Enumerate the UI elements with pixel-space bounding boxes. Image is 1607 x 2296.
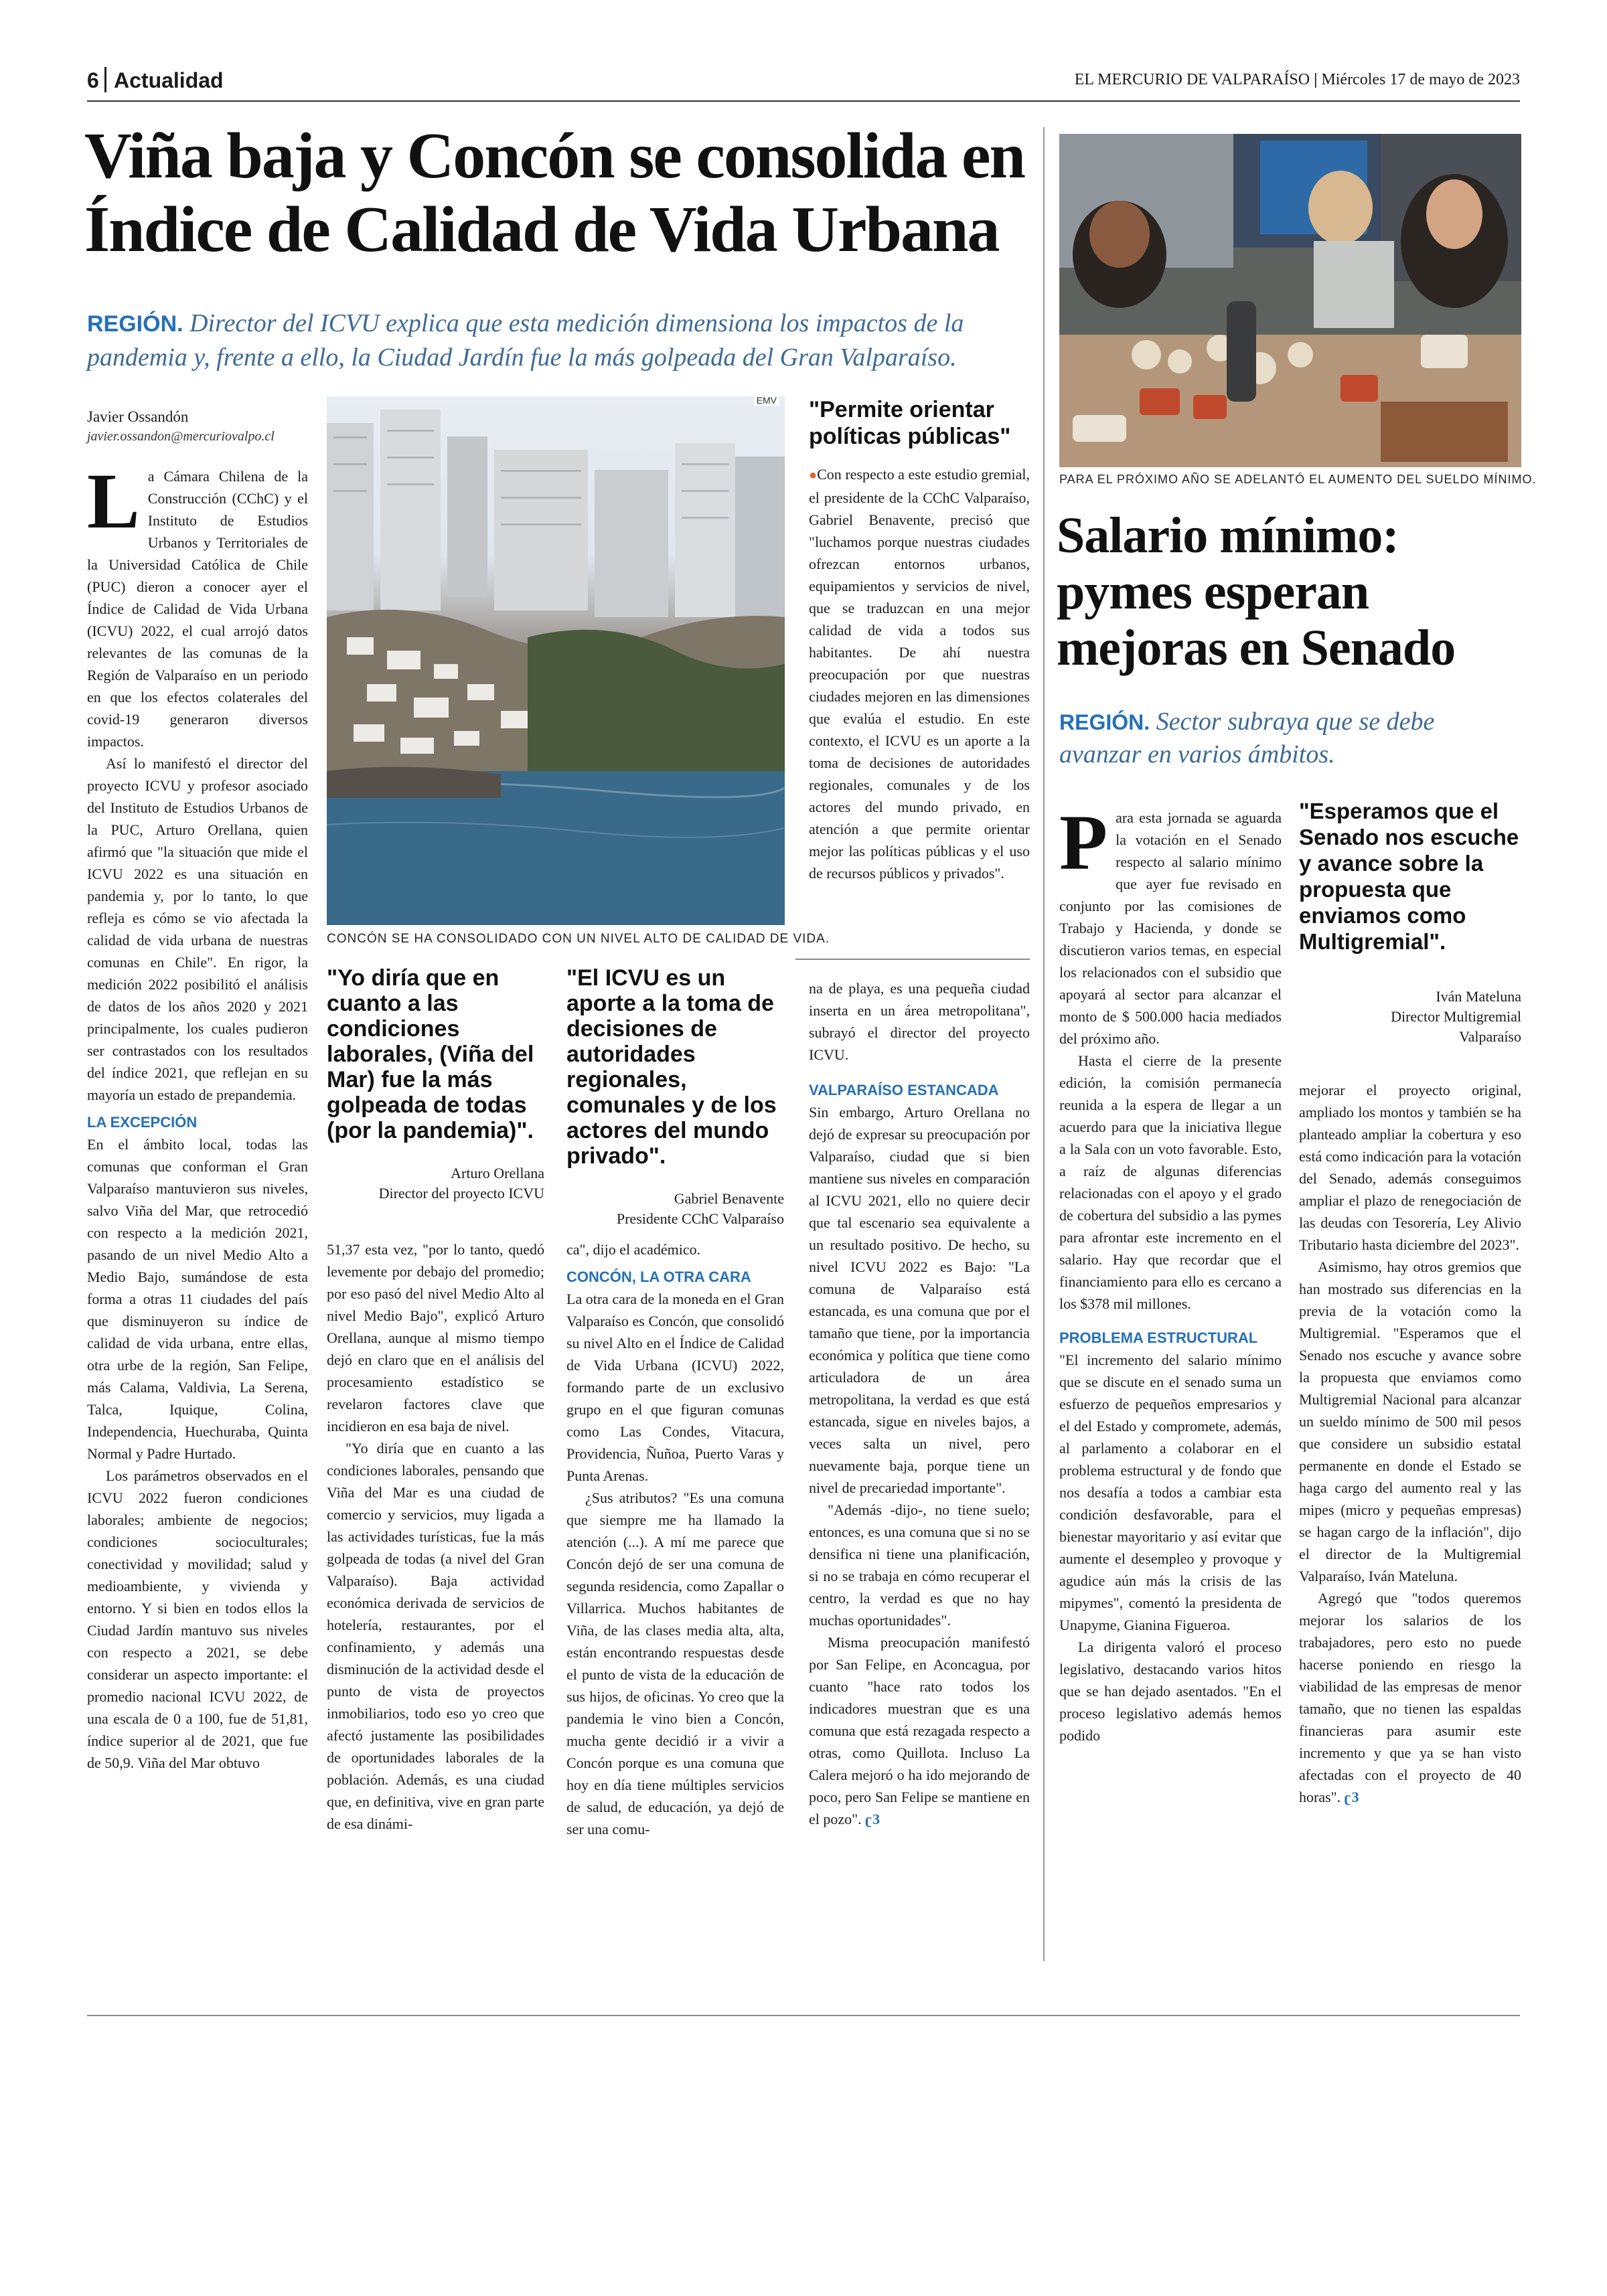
main-col1-p1: a Cámara Chilena de la Construcción (CChC) y el Instituto de Estudios Urbanos y Territoriales de la Universidad Católica de Chile (PUC) dieron a conocer ayer el Índice de Calidad de Vida Urbana (ICVU) 2022, el cual arrojó datos relevantes de las comunas de la Región de Valparaíso en un periodo en que los efectos colaterales del covid-19 generaron diversos impactos. [87,468,308,750]
sidebar-box [809,396,1030,884]
concon-photo [327,396,785,925]
main-column-4 [809,977,1030,1830]
quote-mateluna [1299,798,1521,1047]
side-lead-tag: REGIÓN. [1059,710,1150,734]
header-rule [87,100,1520,102]
photo-credit: EMV [754,396,779,406]
bottom-rule [87,2015,1520,2016]
main-column-3 [566,1238,784,1840]
side-end-mark: ʗ3 [1344,1789,1359,1805]
side-lead [1059,706,1521,770]
main-col4-p2: Sin embargo, Arturo Orellana no dejó de expresar su preocupación por Valparaíso, ciudad que si bien mantiene sus niveles en comparación al ICVU 2021, ello no quiere decir que tal escenario sea equivalente a un resultado positivo. De hecho, su nivel ICVU 2022 es Bajo: "La comuna de Valparaíso está estancada, es una comuna que por el tamaño que tiene, por la importancia económica y política que tiene como articuladora de un área metropolitana, la verdad es que está estancada, sigue en niveles bajos, a veces salta un nivel, pero nuevamente baja, porque tiene un nivel de precariedad importante". [809,1104,1030,1496]
subhead-concon: CONCÓN, LA OTRA CARA [566,1268,751,1285]
side-col1-p3: "El incremento del salario mínimo que se discute en el senado suma un esfuerzo de pequeños empresarios y el del Estado y compromete, además, al parlamento a colaborar en el problema estructural y de fondo que nos desafía a todos a cambiar esta condición desfavorable, para el bienestar mayoritario y así evitar que aumente el desempleo y provoque y agudice aún más la crisis de las mipymes", comentó la presidenta de Unapyme, Gianina Figueroa. [1059,1351,1282,1633]
section-divider [104,67,106,92]
quote-benavente [566,965,784,1229]
main-lead-tag: REGIÓN. [87,311,183,337]
market-photo-art [1059,134,1521,467]
main-column-1 [87,457,308,1774]
section-name: Actualidad [114,68,224,92]
page-number: 6 [87,68,99,92]
page-header [87,67,1520,100]
side-lead-line1: Sector subraya que se debe [1156,708,1435,736]
main-col3-p3: ¿Sus atributos? "Es una comuna que siempre me ha llamado la atención (...). A mí me parece que Concón dejó de ser una comuna de segunda residencia, como Zapallar o Villarrica. Muchos habitantes de Viña, de las clases media alta, alta, están encontrando respuestas desde el punto de vista de la educación de sus hijos, de oficinas. Yo creo que la pandemia le vino bien a Concón, mucha gente decidió ir a vivir a Concón porque es una comuna que hoy en día tiene múltiples servicios de salud, de educación, ya dejó de ser una comu- [566,1489,784,1837]
main-dropcap: L [87,457,140,545]
main-col1-p4: Los parámetros observados en el ICVU 2022 fueron condiciones laborales; ambiente de negocios; condiciones socioculturales; conectividad y movilidad; salud y medioambiente, y vivienda y entorno. Y si bien en todos ellos la Ciudad Jardín mantuvo sus niveles con respecto a 2021, se debe considerar un aspecto importante: el promedio nacional ICVU 2022, de una escala de 0 a 100, fue de 51,81, índice superior al de 2021, que fue de 50,9. Viña del Mar obtuvo [87,1467,308,1771]
main-col4-p3: "Además -dijo-, no tiene suelo; entonces, es una comuna que si no se densifica ni tiene una planificación, si no se trabaja en cómo recuperar el centro, la verdad es que no hay muchas oportunidades". [809,1501,1030,1629]
side-column-1 [1059,799,1282,1746]
author-email[interactable]: javier.ossandon@mercuriovalpo.cl [87,429,275,444]
main-lead [87,307,1045,374]
byline [87,407,315,446]
side-dropcap: P [1059,799,1108,886]
box-rule [795,959,1030,960]
quote-benavente-text: "El ICVU es un aporte a la toma de decisiones de autoridades regionales, comunales y de los actores del mundo privado". [566,965,777,1169]
side-col1-p1: ara esta jornada se aguarda la votación en el Senado respecto al salario mínimo que ayer fue revisado en conjunto por las comisiones de Trabajo y Hacienda, y donde se discutieron varios temas, en especial los relacionados con el subsidio que apoyará al sector para alcanzar el monto de $ 500.000 hacia mediados del próximo año. [1059,809,1282,1047]
side-column-2 [1299,1079,1521,1808]
main-headline [84,119,1035,266]
quote-orellana-text: "Yo diría que en cuanto a las condiciones laborales, (Viña del Mar) fue la más golpeada de todas (por la pandemia)". [327,965,534,1143]
main-headline-line1: Viña baja y Concón se consolida en [84,120,1025,192]
quote-orellana [327,965,544,1204]
sidebar-box-title: "Permite orientar políticas públicas" [809,397,1011,449]
concon-photo-caption: CONCÓN SE HA CONSOLIDADO CON UN NIVEL ALTO DE CALIDAD DE VIDA. [327,932,830,946]
main-lead-line1: Director del ICVU explica que esta medición dimensiona los impactos de la [189,309,964,337]
quote-mateluna-role2: Valparaíso [1459,1028,1521,1045]
side-col1-p4: La dirigenta valoró el proceso legislativo, destacando varios hitos que se han dejado asentados. "En el proceso legislativo además hemos podido [1059,1639,1282,1744]
side-headline [1057,507,1525,676]
column-divider [1043,127,1045,1961]
main-headline-line2: Índice de Calidad de Vida Urbana [84,193,999,266]
masthead-info: EL MERCURIO DE VALPARAÍSO | Miércoles 17 de mayo de 2023 [1074,71,1520,88]
side-headline-line1: Salario mínimo: [1057,507,1399,564]
main-col1-p2: Así lo manifestó el director del proyecto ICVU y profesor asociado del Instituto de Estudios Urbanos de la PUC, Arturo Orellana, quien afirmó que "la situación que mide el ICVU 2022 es una situación en pandemia y, por lo tanto, lo que refleja es cómo se vio afectada la calidad de vida urbana de nuestras comunas en Chile". En rigor, la medición 2022 posibilitó el análisis de datos de los años 2020 y 2021 principalmente, los cuales pudieron ser contrastados con los resultados del índice 2021, que reflejan en su mayoría un estado de prepandemia. [87,755,308,1103]
side-col2-p3: Agregó que "todos queremos mejorar los salarios de los trabajadores, pero esto no puede hacerse poniendo en riesgo la viabilidad de las empresas de menor tamaño, que no tienen las espaldas financieras para asumir este incremento y que ya se han visto afectadas con el proyecto de 40 horas". [1299,1590,1521,1805]
quote-mateluna-name: Iván Mateluna [1436,988,1521,1005]
side-col2-p2: Asimismo, hay otros gremios que han mostrado sus diferencias en la previa de la votación como la Multigremial. "Esperamos que el Senado nos escuche y avance sobre la propuesta que enviamos como Multigremial Nacional para alcanzar un sueldo mínimo de 500 mil pesos que considere un subsidio estatal permanente en donde el Estado se haga cargo del aumento real y las mipes (micro y pequeñas empresas) se hagan cargo de la inflación", dijo el director de la Multigremial Valparaíso, Iván Mateluna. [1299,1258,1521,1584]
quote-orellana-role: Director del proyecto ICVU [378,1185,544,1202]
main-col3-p1: ca", dijo el académico. [566,1241,701,1258]
subhead-problema: PROBLEMA ESTRUCTURAL [1059,1329,1258,1346]
quote-orellana-name: Arturo Orellana [451,1165,544,1181]
quote-mateluna-text: "Esperamos que el Senado nos escuche y avance sobre la propuesta que enviamos como Multigremial". [1299,799,1519,954]
side-headline-line3: mejoras en Senado [1057,620,1456,676]
main-col3-p2: La otra cara de la moneda en el Gran Valparaíso es Concón, que consolidó su nivel Alto en el Índice de Calidad de Vida Urbana (ICVU) 2022, formando parte de un exclusivo grupo en el que figuran comunas como Las Condes, Vitacura, Providencia, Ñuñoa, Puerto Varas y Punta Arenas. [566,1291,784,1484]
side-headline-line2: pymes esperan [1057,564,1369,620]
main-col4-p1: na de playa, es una pequeña ciudad inserta en un área metropolitana", subrayó el director del proyecto ICVU. [809,980,1030,1063]
market-photo [1059,134,1521,467]
subhead-valparaiso: VALPARAÍSO ESTANCADA [809,1082,999,1098]
subhead-la-excepcion: LA EXCEPCIÓN [87,1114,198,1131]
side-col2-p1: mejorar el proyecto original, ampliado los montos y también se ha planteado ampliar la cobertura y eso está como indicación para la votación del Senado, además conseguimos ampliar el plazo de renegociación de las deudas con Tesorería, Ley Alivio Tributario hasta diciembre del 2023". [1299,1082,1521,1253]
quote-mateluna-role1: Director Multigremial [1391,1008,1521,1025]
main-col2-p2: "Yo diría que en cuanto a las condiciones laborales, pensando que Viña del Mar es una ciudad de comercio y servicios, muy ligada a las actividades turísticas, fue la más golpeada de todas (a nivel del Gran Valparaíso). Baja actividad económica derivada de servicios de hotelería, restaurantes, por el confinamiento, y además una disminución de la actividad desde el punto de vista de proyectos inmobiliarios, todo eso yo creo que afectó justamente las posibilidades de oportunidades laborales de la población. Además, es una ciudad que, en definitiva, vive en gran parte de esa dinámi- [327,1440,544,1832]
main-col4-p4: Misma preocupación manifestó por San Felipe, en Aconcagua, por cuanto "hace rato todos los indicadores muestran que es una comuna que está rezagada respecto a otras, como Quillota. Incluso La Calera mejoró o ha ido mejorando de poco, pero San Felipe se mantiene en el pozo". [809,1634,1030,1827]
quote-benavente-name: Gabriel Benavente [674,1190,784,1207]
market-photo-caption: PARA EL PRÓXIMO AÑO SE ADELANTÓ EL AUMENTO DEL SUELDO MÍNIMO. [1059,473,1537,486]
quote-benavente-role: Presidente CChC Valparaíso [616,1210,784,1227]
main-column-2 [327,1238,544,1835]
sidebar-box-text: Con respecto a este estudio gremial, el presidente de la CChC Valparaíso, Gabriel Benavente, precisó que "luchamos porque nuestras ciudades ofrezcan entornos urbanos, equipamientos y servicios de nivel, que se traduzcan en una mejor calidad de vida a todos sus habitantes. De ahí nuestra preocupación por que nuestras ciudades mejoren en las dimensiones que evalúa el estudio. En este contexto, el ICVU es un aporte a la toma de decisiones de autoridades regionales, comunales y de los actores del mundo privado, en atención a que permite orientar mejor las políticas públicas y el uso de recursos públicos y privados". [809,466,1030,882]
sidebar-box-bullet: ● [809,468,818,483]
issue-date: Miércoles 17 de mayo de 2023 [1321,71,1520,88]
side-col1-p2: Hasta el cierre de la presente edición, la comisión permanecía reunida a la espera de llegar a un acuerdo para que la iniciativa llegue a la Sala con un voto favorable. Esto, a raíz de algunas diferencias relacionadas con el apoyo y el grado de cobertura del subsidio a las pymes para afrontar este incremento en el salario. Hay que recordar que el financiamiento para ello es cercano a los $378 mil millones. [1059,1052,1282,1312]
main-end-mark: ʗ3 [865,1811,881,1827]
main-lead-line2: pandemia y, frente a ello, la Ciudad Jardín fue la más golpeada del Gran Valparaíso. [87,343,957,372]
author-name: Javier Ossandón [87,408,189,425]
concon-photo-art [327,396,785,925]
side-lead-line2: avanzar en varios ámbitos. [1059,740,1335,768]
main-col2-p1: 51,37 esta vez, "por lo tanto, quedó levemente por debajo del promedio; por eso pasó del nivel Medio Alto al nivel Medio Bajo", explicó Arturo Orellana, aunque al mismo tiempo dejó en claro que en el análisis del procesamiento estadístico se revelaron factores clave que incidieron en esa baja de nivel. [327,1241,544,1434]
newspaper-name: EL MERCURIO DE VALPARAÍSO [1074,71,1310,88]
main-col1-p3: En el ámbito local, todas las comunas que conforman el Gran Valparaíso mantuvieron sus niveles, salvo Viña del Mar, que retrocedió con respecto a la medición 2021, pasando de un nivel Medio Alto a Medio Bajo, sumándose de esta forma a otras 11 ciudades del país que disminuyeron su índice de calidad de vida urbana, entre ellas, otra urbe de la región, San Felipe, más Calama, Valdivia, La Serena, Talca, Iquique, Colina, Independencia, Huechuraba, Quinta Normal y Padre Hurtado. [87,1136,308,1462]
